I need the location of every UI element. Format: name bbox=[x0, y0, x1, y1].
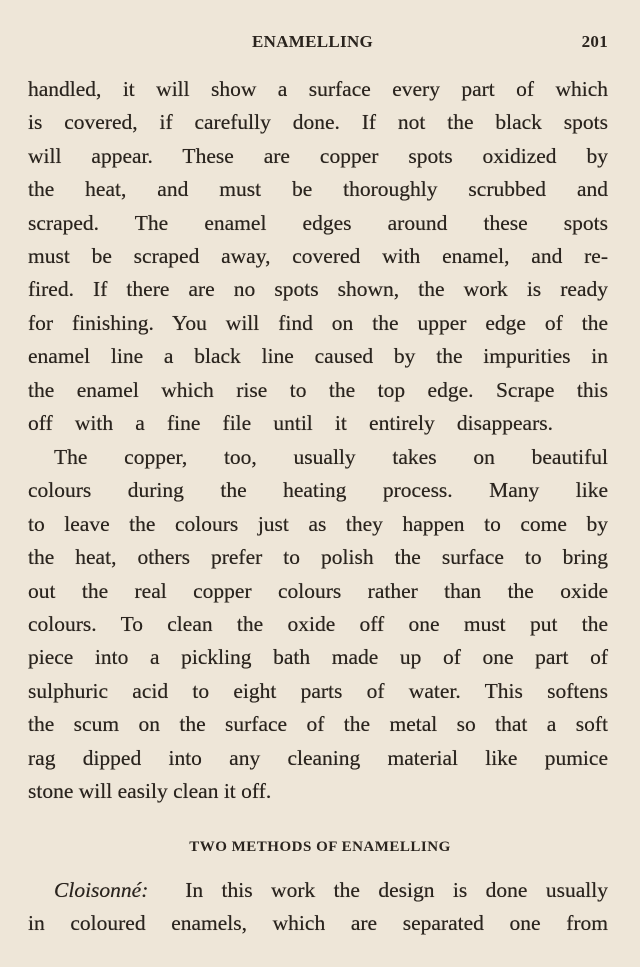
text-line: The copper, too, usually takes on beautiful bbox=[54, 445, 608, 469]
text-line: must be scraped away, covered with enamel, and re- bbox=[28, 243, 608, 268]
text-line: the heat, others prefer to polish the surface to bring bbox=[28, 545, 608, 570]
text-line: in coloured enamels, which are separated one from bbox=[28, 911, 608, 936]
text-line: colours. To clean the oxide off one must put the bbox=[28, 611, 608, 636]
text-line: the enamel which rise to the top edge. Scrape this bbox=[28, 377, 608, 402]
text-line bbox=[28, 874, 608, 907]
text-line: for finishing. You will find on the upper edge of the bbox=[28, 310, 608, 335]
text-line: off with a fine file until it entirely disappears. bbox=[28, 410, 553, 435]
text-line: fired. If there are no spots shown, the work is ready bbox=[28, 277, 608, 302]
text-line: sulphuric acid to eight parts of water. This softens bbox=[28, 678, 608, 703]
text-line: will appear. These are copper spots oxidized by bbox=[28, 143, 608, 168]
text-line: the heat, and must be thoroughly scrubbed and bbox=[28, 177, 608, 202]
text-line: to leave the colours just as they happen to come by bbox=[28, 511, 608, 536]
text-line: piece into a pickling bath made up of one part of bbox=[28, 645, 608, 670]
text-line: rag dipped into any cleaning material like pumice bbox=[28, 745, 608, 770]
section-heading: TWO METHODS OF ENAMELLING bbox=[189, 839, 451, 855]
text-line: handled, it will show a surface every part of which bbox=[28, 77, 608, 101]
paragraph-2 bbox=[28, 441, 608, 808]
running-head: ENAMELLING bbox=[252, 32, 374, 51]
text-line: enamel line a black line caused by the impurities in bbox=[28, 344, 608, 369]
text-line: stone will easily clean it off. bbox=[28, 778, 272, 803]
paragraph-1 bbox=[28, 73, 608, 440]
page-number: 201 bbox=[581, 32, 608, 51]
text-line: the scum on the surface of the metal so that a soft bbox=[28, 712, 608, 737]
term-cloisonne: Cloisonné: bbox=[54, 878, 149, 902]
paragraph-cloisonne bbox=[28, 874, 608, 941]
text-line-rest: In this work the design is done usually bbox=[185, 878, 608, 902]
text-line: out the real copper colours rather than the oxide bbox=[28, 578, 608, 603]
text-line: scraped. The enamel edges around these spots bbox=[28, 210, 608, 235]
text-line: is covered, if carefully done. If not the black spots bbox=[28, 110, 608, 135]
text-line: colours during the heating process. Many like bbox=[28, 478, 608, 503]
